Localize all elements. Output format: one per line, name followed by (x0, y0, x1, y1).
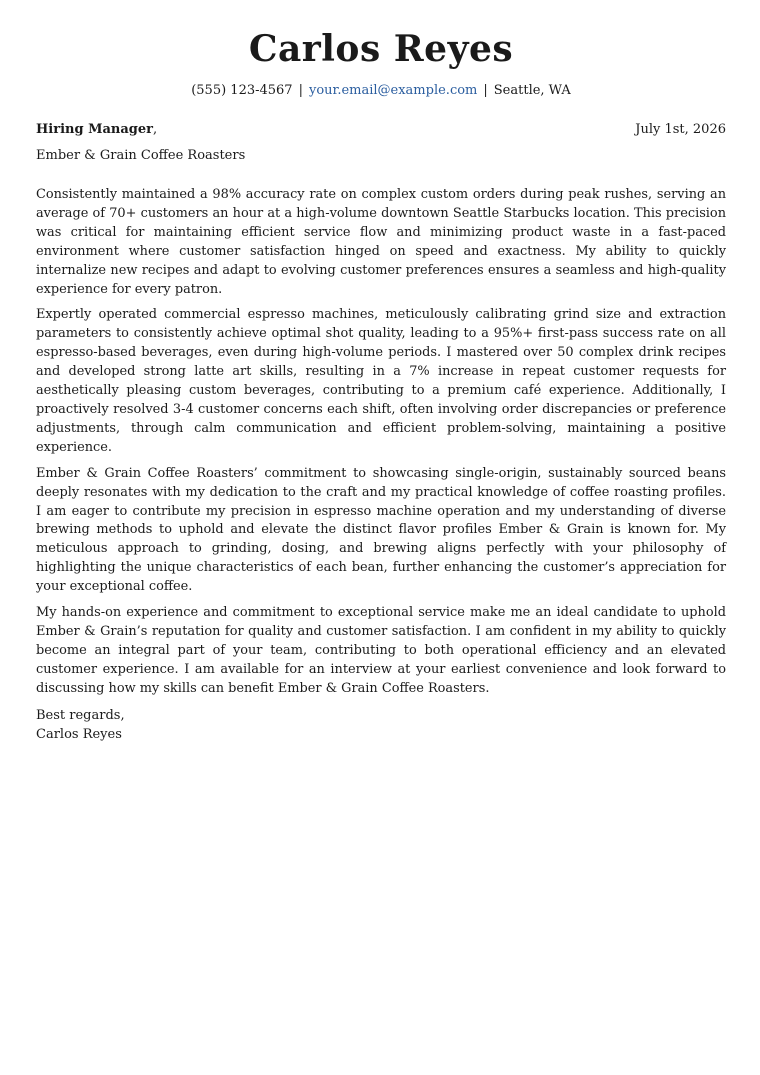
body-paragraph-3: Ember & Grain Coffee Roasters’ commitment to showcasing single-origin, sustainably sourced beans deeply resonates with my dedication to the craft and my practical knowledge of coffee roasting profiles. I am eager to contribute my precision in espresso machine operation and my understanding of diverse brewing methods to uphold and elevate the distinct flavor profiles Ember & Grain is known for. My meticulous approach to grinding, dosing, and brewing aligns perfectly with your philosophy of highlighting the unique characteristics of each bean, further enhancing the customer’s appreciation for your exceptional coffee. (36, 465, 726, 595)
body-paragraph-1: Consistently maintained a 98% accuracy rate on complex custom orders during peak rushes, serving an average of 70+ customers an hour at a high-volume downtown Seattle Starbucks location. This precision was critical for maintaining efficient service flow and minimizing product waste in a fast-paced environment where customer satisfaction hinged on speed and exactness. My ability to quickly internalize new recipes and adapt to evolving customer preferences ensures a seamless and high-quality experience for every patron. (36, 187, 726, 297)
company-name: Ember & Grain Coffee Roasters (36, 148, 246, 163)
letter-closing (36, 706, 726, 744)
contact-separator: | (483, 83, 488, 98)
closing-phrase: Best regards, (36, 707, 125, 723)
location: Seattle, WA (493, 83, 571, 98)
recipient-title: Hiring Manager (36, 122, 153, 137)
recipient-date-row (36, 121, 726, 138)
signature-name: Carlos Reyes (36, 726, 122, 742)
phone-number: (555) 123-4567 (191, 83, 293, 98)
cover-letter-page (36, 0, 726, 744)
letter-date: July 1st, 2026 (635, 122, 726, 137)
body-paragraph-2: Expertly operated commercial espresso machines, meticulously calibrating grind size and extraction parameters to consistently achieve optimal shot quality, leading to a 95%+ first-pass success rate on all espresso-based beverages, even during high-volume periods. I mastered over 50 complex drink recipes and developed strong latte art skills, resulting in a 7% increase in repeat customer requests for aesthetically pleasing custom beverages, contributing to a premium café experience. Additionally, I proactively resolved 3-4 customer concerns each shift, often involving order discrepancies or preference adjustments, through calm communication and efficient problem-solving, maintaining a positive experience. (36, 307, 726, 455)
contact-separator: | (298, 83, 303, 98)
contact-line (36, 82, 726, 99)
body-paragraph-4: My hands-on experience and commitment to exceptional service make me an ideal candidate to uphold Ember & Grain’s reputation for quality and customer satisfaction. I am confident in my ability to quickly become an integral part of your team, contributing to both operational efficiency and an elevated customer experience. I am available for an interview at your earliest convenience and look forward to discussing how my skills can benefit Ember & Grain Coffee Roasters. (36, 605, 726, 696)
letter-body (36, 186, 726, 699)
email-link[interactable]: your.email@example.com (308, 83, 478, 98)
applicant-name: Carlos Reyes (248, 28, 514, 70)
recipient (36, 121, 157, 138)
recipient-comma: , (152, 122, 158, 137)
